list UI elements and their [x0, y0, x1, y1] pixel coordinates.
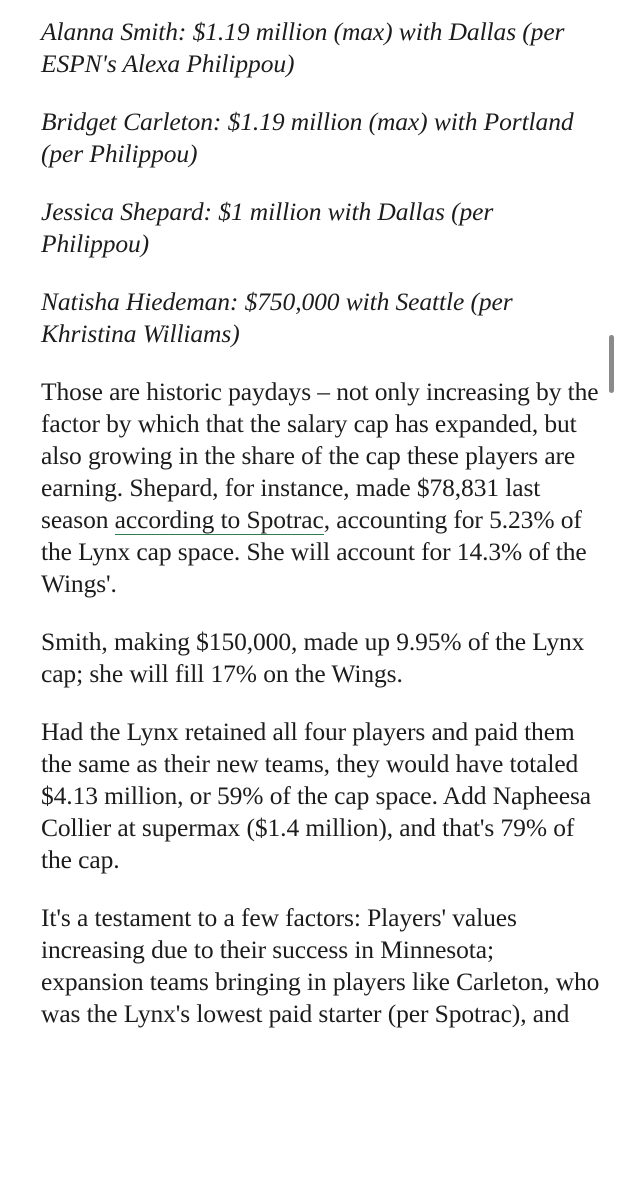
signing-natisha-hiedeman: Natisha Hiedeman: $750,000 with Seattle (per Khristina Williams)	[41, 287, 513, 348]
signing-bridget-carleton: Bridget Carleton: $1.19 million (max) with Portland (per Philippou)	[41, 107, 574, 168]
paragraph-text: Those are historic paydays – not only increasing by the factor by which that the salary cap has expanded, but also growing in the share of the cap these players are earning. Shepard, for instance, made $78,831 last season	[41, 377, 599, 534]
paragraph-historic-paydays	[41, 376, 601, 600]
scrollbar-thumb[interactable]	[609, 335, 614, 393]
article-body	[41, 16, 601, 1056]
signing-alanna-smith: Alanna Smith: $1.19 million (max) with Dallas (per ESPN's Alexa Philippou)	[41, 17, 565, 78]
paragraph-smith-cap: Smith, making $150,000, made up 9.95% of the Lynx cap; she will fill 17% on the Wings.	[41, 627, 585, 688]
signing-jessica-shepard: Jessica Shepard: $1 million with Dallas (per Philippou)	[41, 197, 494, 258]
paragraph-text: , accounting for 5.23% of the Lynx cap space. She will account for 14.3% of the Wings'.	[41, 505, 587, 598]
paragraph-testament: It's a testament to a few factors: Players' values increasing due to their success in Minnesota; expansion teams bringing in players like Carleton, who was the Lynx's lowest paid starter (per Spotrac), and	[41, 903, 600, 1028]
paragraph-retained-players: Had the Lynx retained all four players and paid them the same as their new teams, they would have totaled $4.13 million, or 59% of the cap space. Add Napheesa Collier at supermax ($1.4 million), and that's 79% of the cap.	[41, 717, 591, 874]
spotrac-link[interactable]: according to Spotrac	[114, 505, 324, 534]
